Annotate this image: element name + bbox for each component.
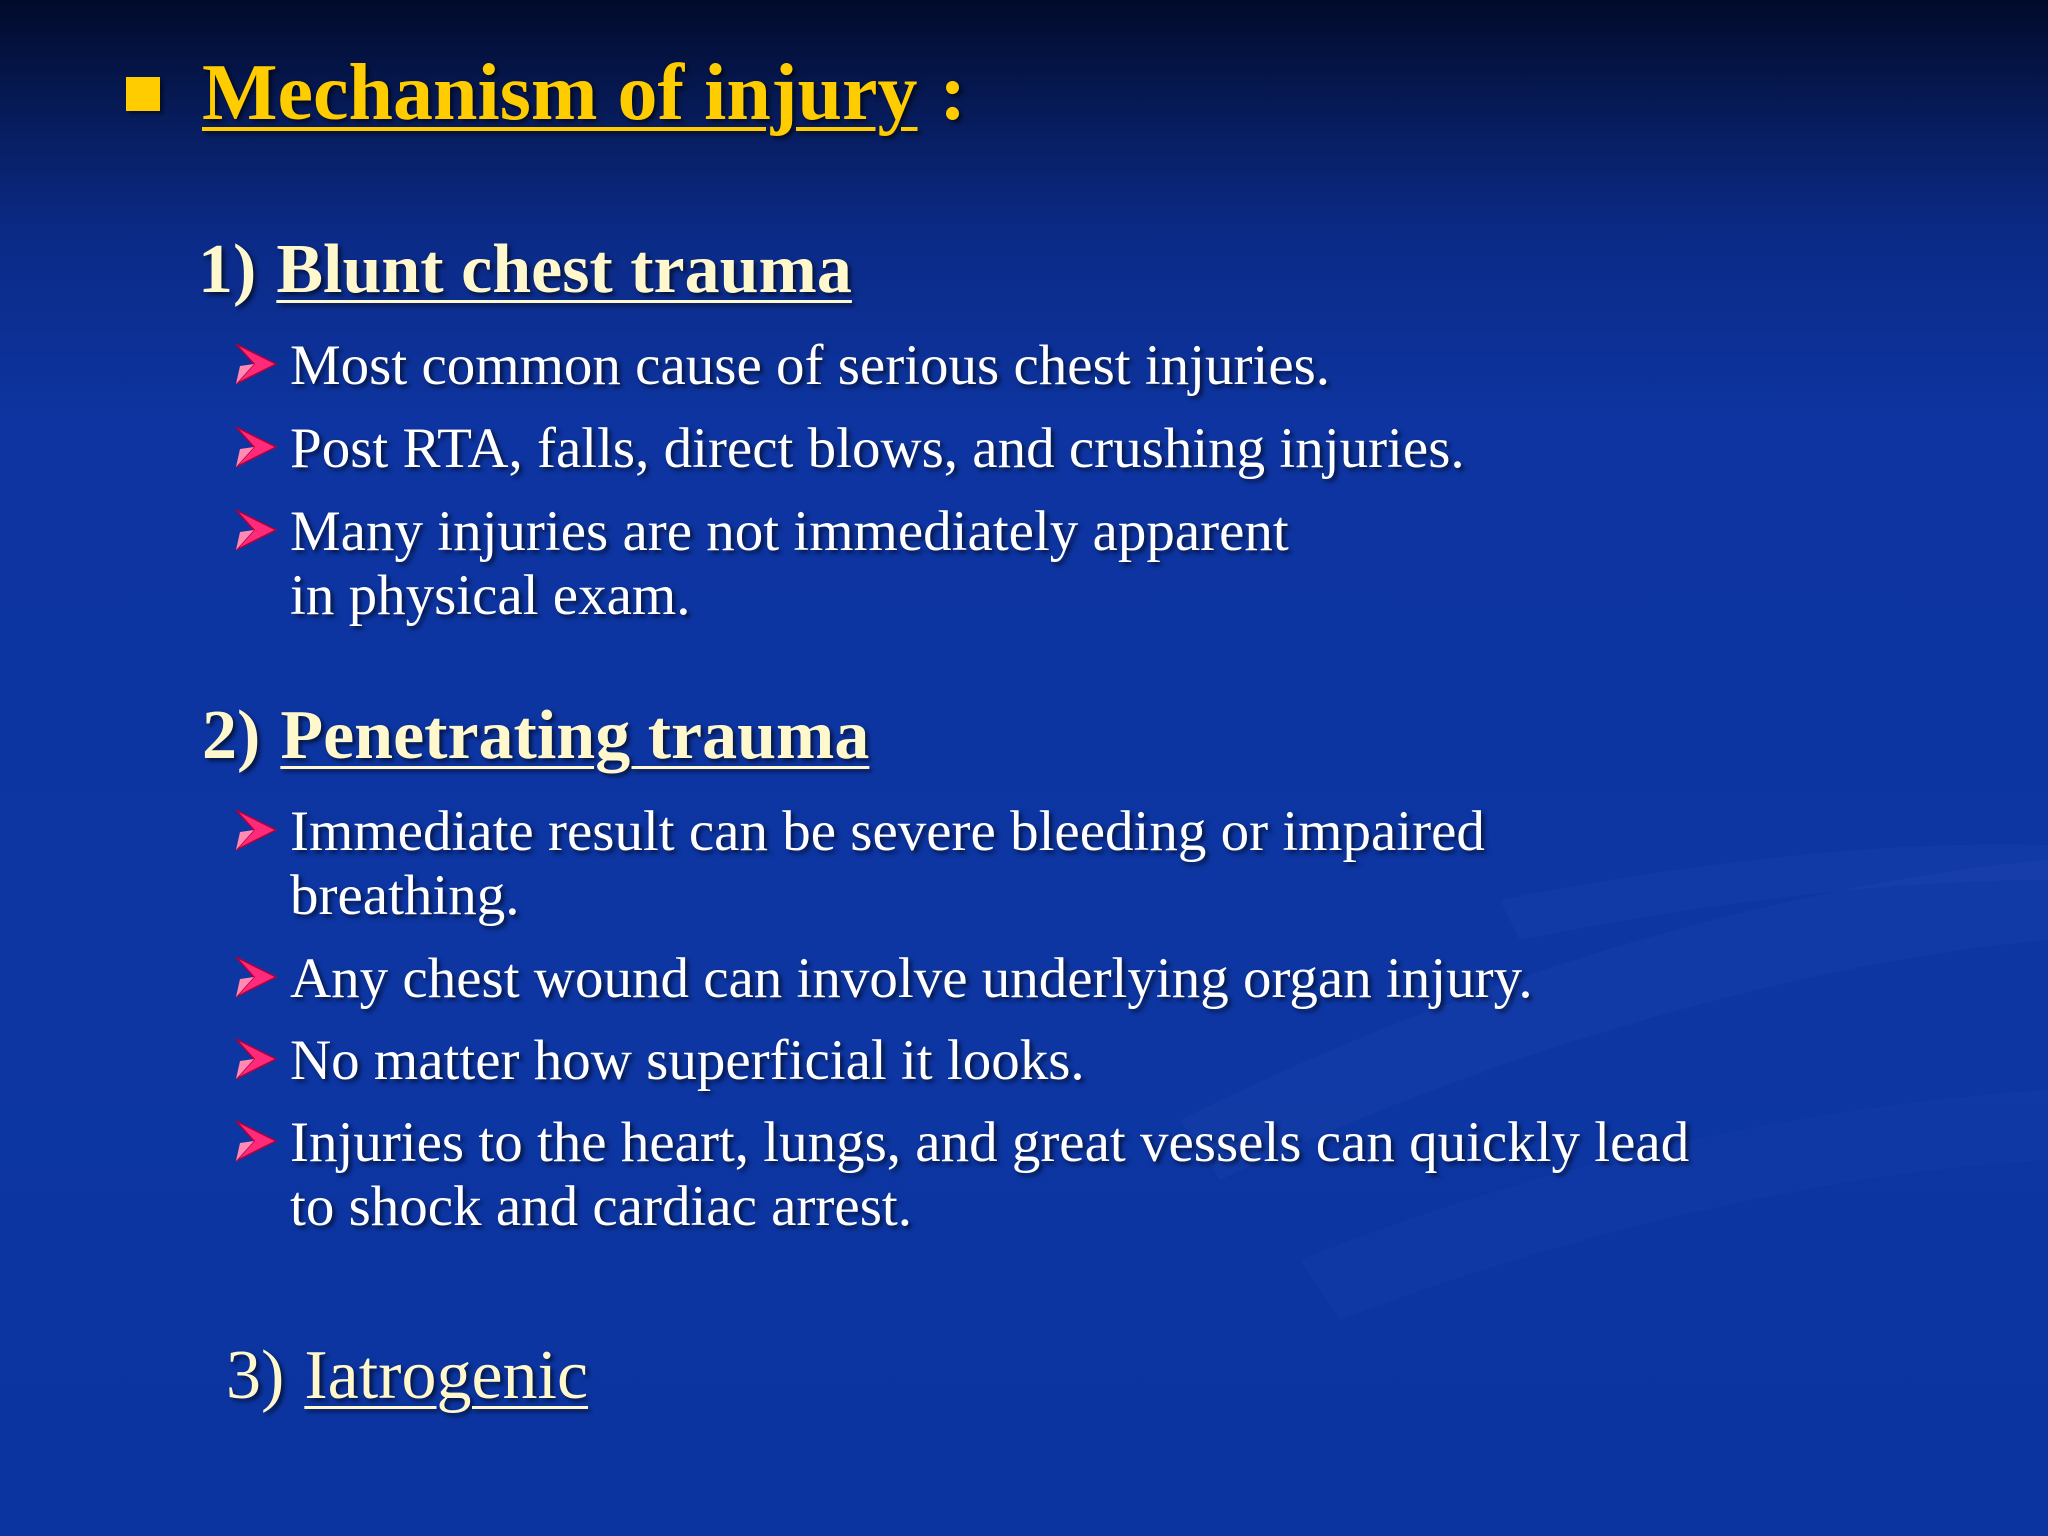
slide-title [126,48,966,139]
section-heading-penetrating [202,696,869,776]
section-number: 2) [202,697,261,774]
list-item-text [290,947,1533,1011]
section-number: 3) [226,1337,285,1414]
list-item-text [290,1111,1689,1239]
square-bullet-icon [126,77,160,111]
list-item [232,334,1330,398]
list-item-text [290,500,1289,628]
list-item-text [290,417,1465,481]
arrow-bullet-icon [232,798,280,862]
arrow-bullet-icon [232,1109,280,1173]
list-item-line: in physical exam. [290,564,691,627]
list-item-line: Any chest wound can involve underlying organ injury. [290,947,1533,1010]
list-item-text [290,334,1330,398]
list-item-text [290,800,1485,928]
list-item-line: to shock and cardiac arrest. [290,1175,912,1238]
arrow-bullet-icon [232,1027,280,1091]
list-item-line: Post RTA, falls, direct blows, and crushing injuries. [290,417,1465,480]
title-colon: : [939,49,967,137]
list-item [232,1111,1689,1239]
list-item-line: breathing. [290,864,520,927]
list-item [232,417,1465,481]
section-number: 1) [198,231,257,308]
list-item-text [290,1029,1085,1093]
list-item [232,1029,1085,1093]
list-item [232,500,1289,628]
list-item-line: Immediate result can be severe bleeding or impaired [290,800,1485,863]
list-item [232,800,1485,928]
section-heading-blunt [198,230,852,310]
arrow-bullet-icon [232,332,280,396]
arrow-bullet-icon [232,415,280,479]
section-label: Blunt chest trauma [276,231,852,308]
list-item-line: Injuries to the heart, lungs, and great vessels can quickly lead [290,1111,1690,1174]
list-item [232,947,1533,1011]
title-text: Mechanism of injury [202,49,918,137]
section-label: Penetrating trauma [280,697,870,774]
list-item-line: Most common cause of serious chest injuries. [290,334,1331,397]
section-label: Iatrogenic [304,1337,589,1414]
list-item-line: No matter how superficial it looks. [290,1029,1085,1092]
list-item-line: Many injuries are not immediately apparent [290,500,1289,563]
section-heading-iatrogenic [226,1336,588,1416]
arrow-bullet-icon [232,945,280,1009]
arrow-bullet-icon [232,498,280,562]
